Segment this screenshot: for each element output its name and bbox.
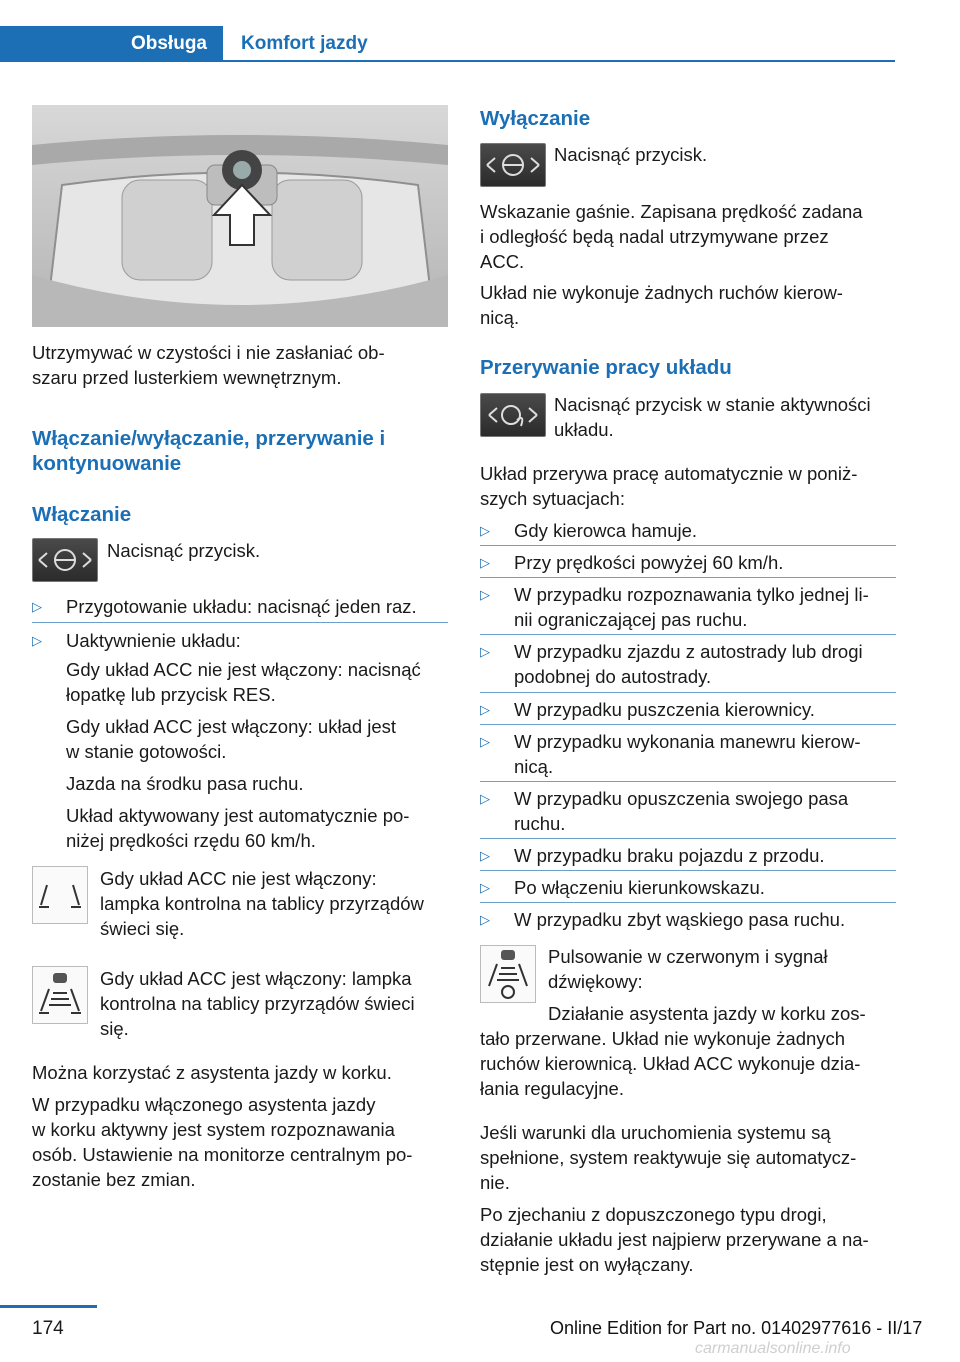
- triangle-bullet-icon: ▷: [480, 555, 490, 570]
- subsection-title-disable: Wyłączanie: [480, 107, 591, 130]
- list-item-text: W przypadku rozpoznawania tylko jednej li‐: [514, 584, 869, 605]
- list-item-text: W przypadku opuszczenia swojego pasa: [514, 788, 849, 809]
- photo-caption-line: Utrzymywać w czystości i nie zasłaniać ob‐: [32, 342, 385, 363]
- paragraph: W przypadku włączonego asystenta jazdy: [32, 1094, 376, 1115]
- press-button-text: Nacisnąć przycisk.: [107, 540, 261, 561]
- paragraph: Jeśli warunki dla uruchomienia systemu są: [480, 1122, 831, 1143]
- lamp2-text: się.: [100, 1018, 129, 1039]
- list-item-text: Uaktywnienie układu:: [66, 630, 241, 651]
- watermark: carmanualsonline.info: [695, 1340, 851, 1357]
- list-item-text: Przy prędkości powyżej 60 km/h.: [514, 552, 784, 573]
- paragraph: zostanie bez zmian.: [32, 1169, 196, 1190]
- paragraph: Wskazanie gaśnie. Zapisana prędkość zadana: [480, 201, 863, 222]
- triangle-bullet-icon: ▷: [480, 848, 490, 863]
- list-divider: [480, 724, 896, 725]
- pulse-text: Działanie asystenta jazdy w korku zos‐: [548, 1003, 866, 1024]
- list-item-text: ruchu.: [514, 813, 566, 834]
- interrupt-text: układu.: [554, 419, 614, 440]
- list-divider: [32, 622, 448, 623]
- list-item-text: Gdy kierowca hamuje.: [514, 520, 698, 541]
- tab-obsluga[interactable]: Obsługa: [0, 26, 223, 62]
- triangle-bullet-icon: ▷: [480, 880, 490, 895]
- paragraph: nie.: [480, 1172, 510, 1193]
- triangle-bullet-icon: ▷: [480, 587, 490, 602]
- pulse-text: Pulsowanie w czerwonym i sygnał: [548, 946, 828, 967]
- section-title: kontynuowanie: [32, 452, 182, 475]
- list-item-text: W przypadku zbyt wąskiego pasa ruchu.: [514, 909, 846, 930]
- lane-assist-lamp-off-icon: [32, 866, 88, 924]
- list-divider: [480, 545, 896, 546]
- list-item-text: podobnej do autostrady.: [514, 666, 712, 687]
- lamp1-text: Gdy układ ACC nie jest włączony:: [100, 868, 377, 889]
- paragraph: Układ nie wykonuje żadnych ruchów kierow‐: [480, 282, 843, 303]
- lamp1-text: lampka kontrolna na tablicy przyrządów: [100, 893, 424, 914]
- paragraph: i odległość będą nadal utrzymywane przez: [480, 226, 829, 247]
- pulse-text: tało przerwane. Układ nie wykonuje żadnych: [480, 1028, 846, 1049]
- list-divider: [480, 577, 896, 578]
- pulse-text: ruchów kierownicą. Układ ACC wykonuje dzia‐: [480, 1053, 861, 1074]
- list-divider: [480, 634, 896, 635]
- paragraph: Można korzystać z asystenta jazdy w korku.: [32, 1062, 392, 1083]
- paragraph: Po zjechaniu z dopuszczonego typu drogi,: [480, 1204, 827, 1225]
- list-divider: [480, 838, 896, 839]
- footer-accent-line: [0, 1305, 97, 1308]
- triangle-bullet-icon: ▷: [480, 702, 490, 717]
- list-item-text: W przypadku wykonania manewru kierow‐: [514, 731, 861, 752]
- steering-wheel-button-icon: [480, 143, 546, 187]
- paragraph: szych sytuacjach:: [480, 488, 625, 509]
- interrupt-text: Nacisnąć przycisk w stanie aktywności: [554, 394, 871, 415]
- lamp2-text: Gdy układ ACC jest włączony: lampka: [100, 968, 412, 989]
- lamp2-text: kontrolna na tablicy przyrządów świeci: [100, 993, 415, 1014]
- indent-line: Układ aktywowany jest automatycznie po‐: [66, 805, 410, 826]
- subsection-title-enable: Włączanie: [32, 503, 132, 526]
- pulse-text: dźwiękowy:: [548, 971, 643, 992]
- indent-line: Gdy układ ACC jest włączony: układ jest: [66, 716, 397, 737]
- list-item-text: nii ograniczającej pas ruchu.: [514, 609, 748, 630]
- camera-area-photo: [32, 105, 448, 327]
- steering-wheel-button-icon: [32, 538, 98, 582]
- indent-line: Jazda na środku pasa ruchu.: [66, 773, 304, 794]
- paragraph: nicą.: [480, 307, 520, 328]
- triangle-bullet-icon: ▷: [32, 633, 42, 648]
- lamp1-text: świeci się.: [100, 918, 185, 939]
- indent-line: niżej prędkości rzędu 60 km/h.: [66, 830, 316, 851]
- paragraph: w korku aktywny jest system rozpoznawania: [32, 1119, 395, 1140]
- indent-line: w stanie gotowości.: [66, 741, 227, 762]
- triangle-bullet-icon: ▷: [32, 599, 42, 614]
- list-divider: [480, 692, 896, 693]
- list-item-text: Po włączeniu kierunkowskazu.: [514, 877, 765, 898]
- triangle-bullet-icon: ▷: [480, 912, 490, 927]
- list-item-text: Przygotowanie układu: nacisnąć jeden raz.: [66, 596, 417, 617]
- indent-line: łopatkę lub przycisk RES.: [66, 684, 276, 705]
- triangle-bullet-icon: ▷: [480, 791, 490, 806]
- press-button-text: Nacisnąć przycisk.: [554, 144, 708, 165]
- page-number: 174: [32, 1318, 64, 1339]
- paragraph: działanie układu jest najpierw przerywane a na‐: [480, 1229, 869, 1250]
- list-item-text: W przypadku puszczenia kierownicy.: [514, 699, 815, 720]
- photo-caption-line: szaru przed lusterkiem wewnętrznym.: [32, 367, 342, 388]
- list-item-text: nicą.: [514, 756, 554, 777]
- indent-line: Gdy układ ACC nie jest włączony: nacisnąć: [66, 659, 421, 680]
- steering-hand-button-icon: [480, 393, 546, 437]
- section-title: Włączanie/wyłączanie, przerywanie i: [32, 427, 386, 450]
- triangle-bullet-icon: ▷: [480, 734, 490, 749]
- triangle-bullet-icon: ▷: [480, 644, 490, 659]
- edition-text: Online Edition for Part no. 01402977616 - II/17: [550, 1318, 923, 1338]
- lane-assist-lamp-on-icon: [32, 966, 88, 1024]
- paragraph: ACC.: [480, 251, 525, 272]
- paragraph: Układ przerywa pracę automatycznie w poniż‐: [480, 463, 858, 484]
- header-divider: [223, 60, 895, 62]
- paragraph: spełnione, system reaktywuje się automatycz‐: [480, 1147, 857, 1168]
- list-item-text: W przypadku braku pojazdu z przodu.: [514, 845, 825, 866]
- subsection-title-interrupt: Przerywanie pracy układu: [480, 356, 732, 379]
- list-divider: [480, 902, 896, 903]
- lane-assist-red-warning-icon: [480, 945, 536, 1003]
- list-divider: [480, 781, 896, 782]
- paragraph: stępnie jest on wyłączany.: [480, 1254, 694, 1275]
- tab-komfort-jazdy[interactable]: Komfort jazdy: [241, 33, 368, 54]
- paragraph: osób. Ustawienie na monitorze centralnym po‐: [32, 1144, 413, 1165]
- pulse-text: łania regulacyjne.: [480, 1078, 624, 1099]
- triangle-bullet-icon: ▷: [480, 523, 490, 538]
- list-divider: [480, 870, 896, 871]
- list-item-text: W przypadku zjazdu z autostrady lub drogi: [514, 641, 863, 662]
